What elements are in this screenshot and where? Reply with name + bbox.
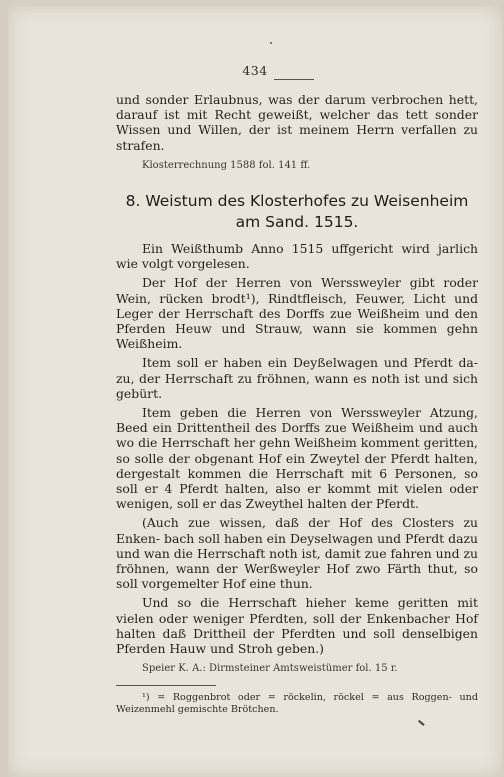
page-number-underline (274, 79, 314, 80)
ink-speck (270, 42, 272, 44)
carry-over-source: Klosterrechnung 1588 fol. 141 ff. (142, 159, 311, 171)
page-body (116, 92, 478, 717)
ink-mark (418, 720, 424, 726)
book-page (8, 6, 502, 777)
footnote-rule (116, 685, 216, 686)
paragraph-hof: Der Hof der Herren von Werssweyler gibt roder Wein, rücken brodt¹), Rindtfleisch, Feuwer, Licht und Leger der Herrschaft des Dorffs zue Weißheim und den Pferden Heuw und Strauw, wann sie kommen gehn Weißheim. (116, 275, 478, 352)
footnote: ¹) = Roggenbrot oder = röckelin, röckel = aus Roggen- und Weizenmehl gemischte Brötchen. (116, 691, 478, 715)
paragraph-deysselwagen: Item soll er haben ein Deyßelwagen und Pferdt da- zu, der Herrschaft zu fröhnen, wann es noth ist und sich gebürt. (116, 355, 478, 401)
source-citation: Speier K. A.: Dirmsteiner Amtsweistümer fol. 15 r. (142, 663, 398, 675)
paragraph-atzung: Item geben die Herren von Werssweyler Atzung, Beed ein Drittentheil des Dorffs zue Weißheim und auch wo die Herrschaft her gehn Weißheim komment geritten, so solle der obgenant Hof ein Zweytel der Pferdt halten, dergestalt kommen die Herrschaft mit 6 Personen, so soll er 4 Pferdt halten, also er kommt mit vielen oder wenigen, soll er das Zweythel halten der Pferdt. (116, 405, 478, 512)
paragraph-enkenbach: (Auch zue wissen, daß der Hof des Closters zu Enken- bach soll haben ein Deyselwagen und Pferdt dazu und wan die Herrschaft noth ist, damit zue fahren und zu fröhnen, wann der Werßweyler Hof zwo Färth thut, so soll vorgemelter Hof eine thun. (116, 515, 478, 592)
carry-over-paragraph: und sonder Erlaubnus, was der darum verbrochen hett, darauf ist mit Recht geweißt, welcher das tett sonder Wissen und Willen, der ist meinem Herrn verfallen zu strafen. (116, 92, 478, 153)
section-heading: 8. Weistum des Klosterhofes zu Weisenheim am Sand. 1515. (125, 192, 469, 232)
paragraph-intro: Ein Weißthumb Anno 1515 uffgericht wird jarlich wie volgt vorgelesen. (116, 241, 478, 272)
paragraph-drittheil: Und so die Herrschaft hieher keme geritten mit vielen oder weniger Pferdten, soll der Enkenbacher Hof halten daß Drittheil der Pferdten und soll denselbigen Pferden Hauw und Stroh geben.) (116, 595, 478, 657)
page-number: 434 (242, 63, 268, 78)
